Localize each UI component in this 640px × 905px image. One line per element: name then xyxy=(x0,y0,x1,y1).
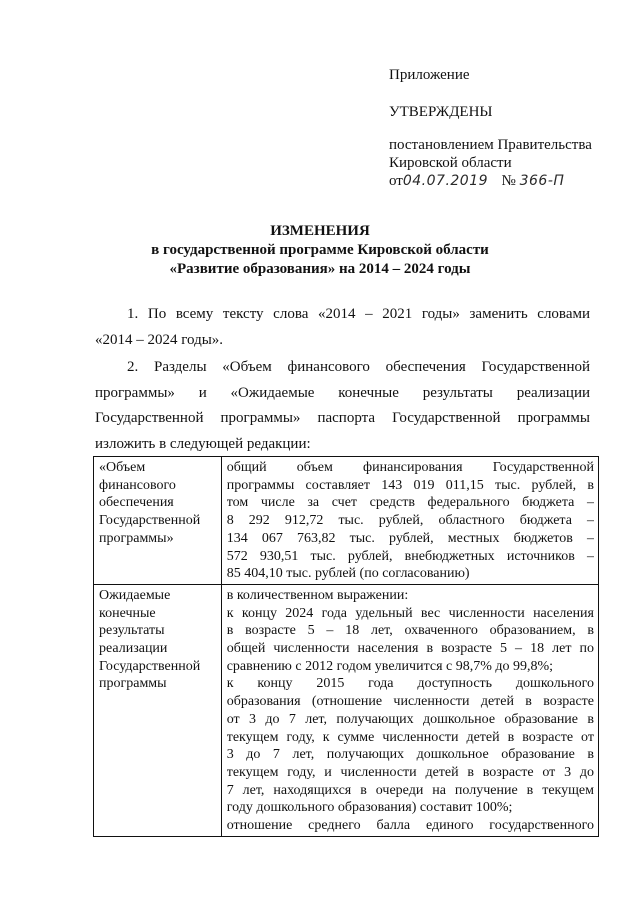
content-line: к концу 2024 года удельный вес численности населения xyxy=(226,605,594,621)
row-content-financing xyxy=(221,457,598,585)
date-prefix: от xyxy=(389,173,403,189)
content-line: текущем году, и численности детей в возрасте от 3 до xyxy=(226,764,594,780)
content-line: общей численности населения в возрасте 5 – 18 лет по xyxy=(226,641,594,657)
content-line: 134 067 763,82 тыс. рублей, местных бюджетов – xyxy=(226,530,594,546)
handwritten-number: 366-П xyxy=(519,173,565,189)
label-line: результаты xyxy=(99,623,165,639)
label-line: Государственной xyxy=(99,658,201,674)
row-content-results xyxy=(221,584,598,836)
content-line: 3 до 7 лет, получающих дошкольное образование в xyxy=(226,747,594,763)
content-line: текущем году, к сумме численности детей в возрасте от xyxy=(226,729,594,745)
table-row-financing xyxy=(94,457,599,585)
label-line: обеспечения xyxy=(99,495,174,511)
paragraph-line: 1. По всему тексту слова «2014 – 2021 годы» заменить словами xyxy=(127,306,590,322)
paragraph-2 xyxy=(95,355,590,457)
content-line: образования (отношение численности детей в возрасте xyxy=(226,694,594,710)
content-line: общий объем финансирования Государственной xyxy=(226,460,594,475)
label-line: реализации xyxy=(99,641,168,657)
content-line: 7 лет, находящихся в очереди на получение в текущем xyxy=(226,782,594,798)
paragraph-line: 2. Разделы «Объем финансового обеспечения Государственной xyxy=(127,359,590,375)
resolution-line-2: Кировской области xyxy=(389,155,512,171)
program-passport-table xyxy=(93,456,599,837)
document-subtitle-1: в государственной программе Кировской области xyxy=(151,242,489,258)
row-label-financing xyxy=(94,457,222,585)
content-line: году дошкольного образования) составит 100%; xyxy=(226,800,513,816)
paragraph-line: изложить в следующей редакции: xyxy=(95,435,311,452)
paragraph-line: «2014 – 2024 годы». xyxy=(95,331,224,348)
handwritten-date: 04.07.2019 xyxy=(402,173,489,189)
table-row-results xyxy=(94,584,599,836)
content-line: 8 292 912,72 тыс. рублей, областного бюджета – xyxy=(226,513,594,529)
resolution-line-1: постановлением Правительства xyxy=(389,137,592,153)
paragraph-1 xyxy=(95,302,590,353)
label-line: конечные xyxy=(99,605,156,621)
label-line: программы xyxy=(99,676,167,692)
paragraph-line: Государственной программы» паспорта Государственной программы xyxy=(95,410,590,426)
content-line: том числе за счет средств федерального бюджета – xyxy=(226,495,594,511)
paragraph-line: программы» и «Ожидаемые конечные результаты реализации xyxy=(95,384,590,401)
approved-label: УТВЕРЖДЕНЫ xyxy=(389,104,493,120)
label-line: финансового xyxy=(99,477,176,493)
label-line: «Объем xyxy=(99,460,146,475)
appendix-label: Приложение xyxy=(389,67,470,83)
row-label-results xyxy=(94,584,222,836)
document-subtitle-2: «Развитие образования» на 2014 – 2024 годы xyxy=(169,261,471,277)
content-line: в возрасте 5 – 18 лет, охваченного образованием, в xyxy=(226,623,594,639)
content-line: программы составляет 143 019 011,15 тыс. рублей, в xyxy=(226,477,594,493)
resolution-date-line xyxy=(389,171,564,191)
content-line: отношение среднего балла единого государственного xyxy=(226,818,594,834)
label-line: Ожидаемые xyxy=(99,587,171,603)
label-line: Государственной xyxy=(99,513,201,529)
number-prefix: № xyxy=(501,173,516,189)
label-line: программы» xyxy=(99,530,174,546)
content-line: 85 404,10 тыс. рублей (по согласованию) xyxy=(226,566,470,582)
content-line: от 3 до 7 лет, получающих дошкольное образование в xyxy=(226,711,594,727)
content-line: сравнению с 2012 годом увеличится с 98,7% до 99,8%; xyxy=(226,658,554,674)
content-line: в количественном выражении: xyxy=(226,587,409,603)
document-title: ИЗМЕНЕНИЯ xyxy=(270,223,370,239)
content-line: 572 930,51 тыс. рублей, внебюджетных источников – xyxy=(226,548,594,564)
content-line: к концу 2015 года доступность дошкольного xyxy=(226,676,594,692)
